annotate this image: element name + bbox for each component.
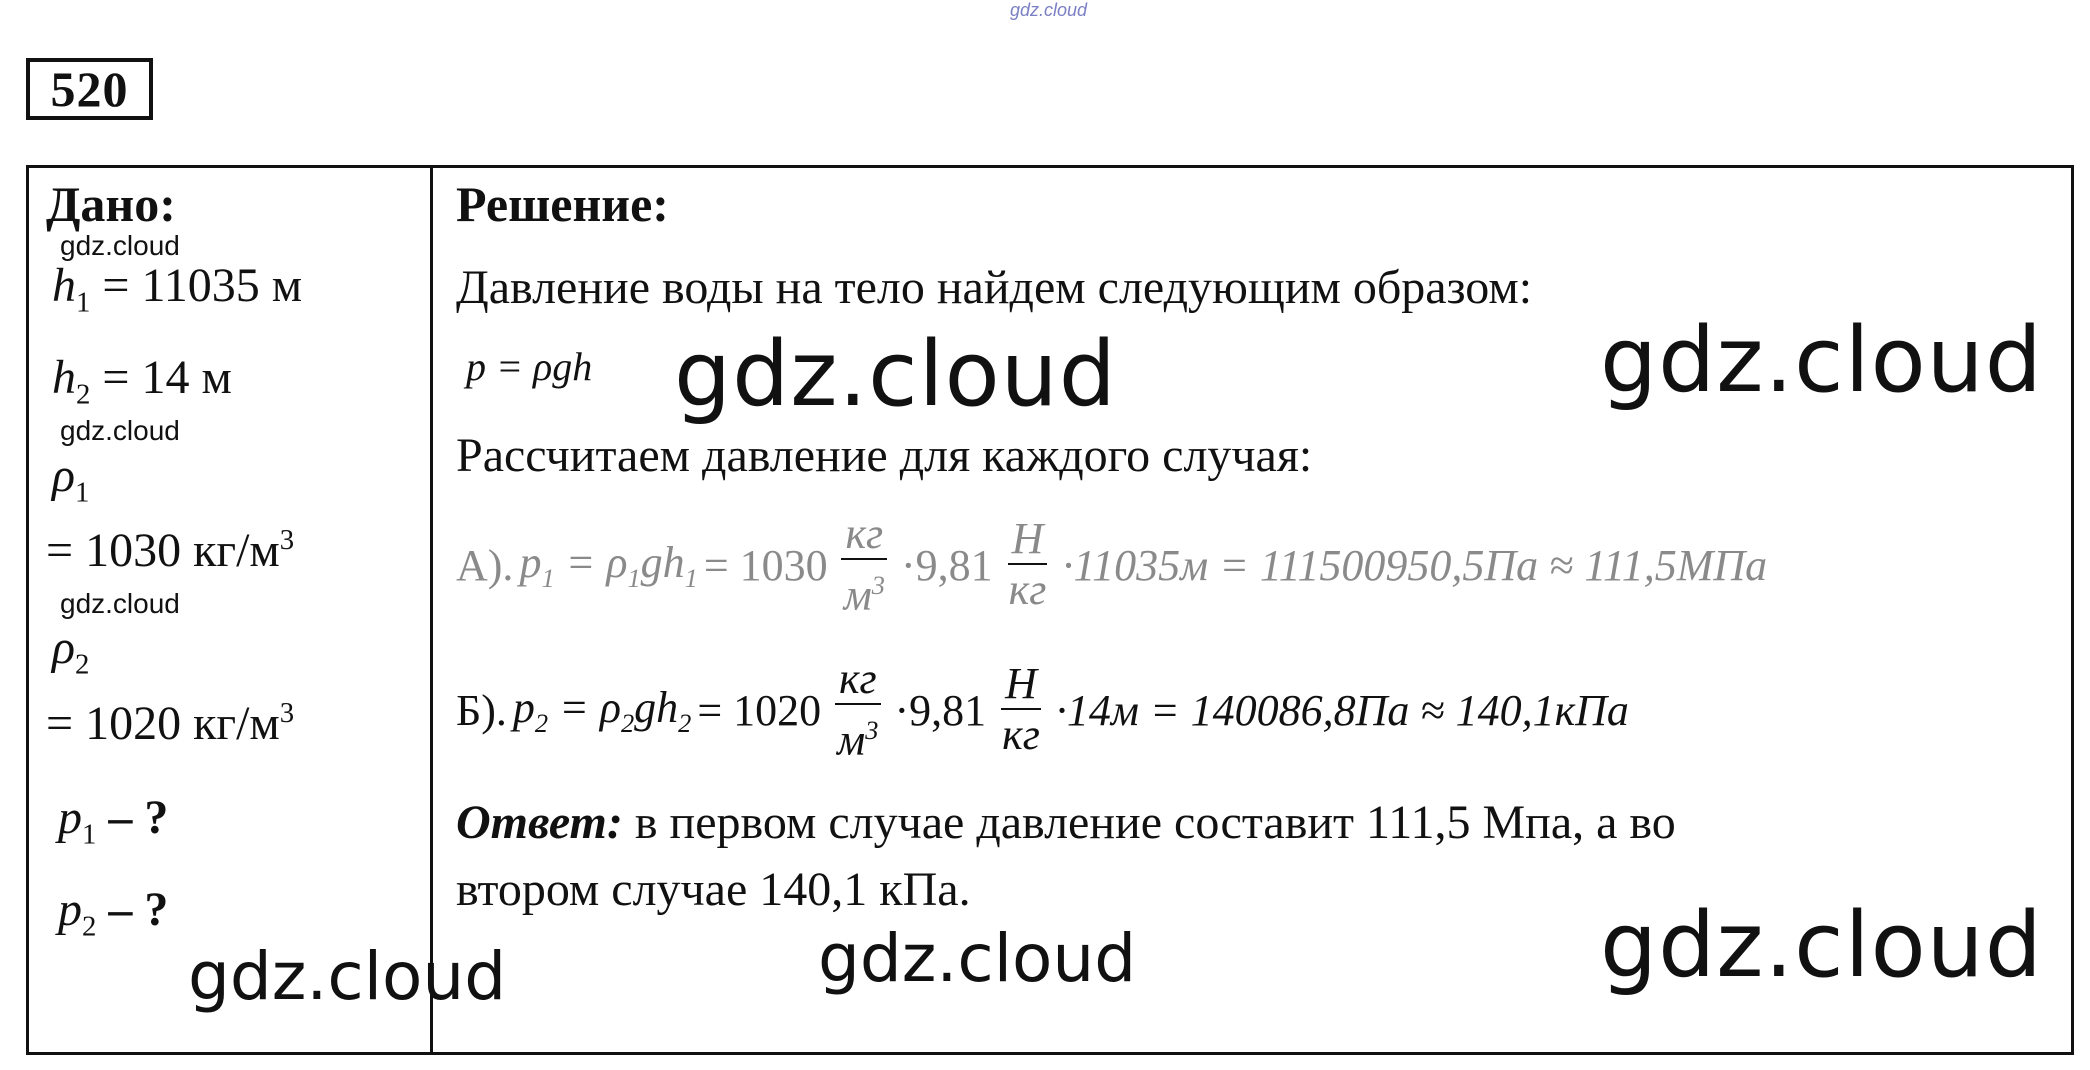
column-divider: [430, 165, 433, 1055]
watermark-mid: gdz.cloud: [818, 920, 1137, 997]
given-p1: $p_1$ – ?: [58, 791, 169, 851]
task-number: 520: [26, 58, 153, 120]
watermark-mid: gdz.cloud: [188, 938, 507, 1015]
solution-line1: Давление воды на тело найдем следующим образом:: [456, 261, 1533, 314]
given-h2: $h_2 = 14$ м: [52, 351, 232, 411]
watermark-small: gdz.cloud: [60, 230, 180, 261]
solution-header: Решение:: [456, 176, 669, 232]
solution-line2: Рассчитаем давление для каждого случая:: [456, 429, 1313, 482]
given-rho2-symbol: $\rho_2$: [52, 621, 90, 681]
case-b-equation: Б). $p_2 = \rho_2gh_2$ = 1020 $\frac{кг}{м^3}$ ·9,81 $\frac{Н}{кг}$ ·14м = 140086,8Па ≈ 140,1кПа: [456, 654, 1629, 765]
watermark-big: gdz.cloud: [674, 322, 1117, 427]
watermark-top: gdz.cloud: [1010, 0, 1088, 20]
formula: p = ρgh: [466, 344, 593, 389]
watermark-big: gdz.cloud: [1600, 893, 2043, 998]
given-header: Дано:: [46, 176, 176, 232]
given-p2: $p_2$ – ?: [58, 883, 169, 943]
given-rho1-value: = 1030 $кг/м^3$: [46, 524, 295, 577]
answer-line1: Ответ: в первом случае давление составит 111,5 Мпа, а во: [456, 796, 1676, 849]
case-a-equation: А). $p_1 = \rho_1gh_1$ = 1030 $\frac{кг}{м^3}$ ·9,81 $\frac{Н}{кг}$ ·11035м = 111500950,5Па ≈ 111,5МПа: [456, 509, 1768, 620]
given-rho1-symbol: $\rho_1$: [52, 449, 90, 509]
watermark-small: gdz.cloud: [60, 588, 180, 619]
watermark-small: gdz.cloud: [60, 415, 180, 446]
given-h1: $h_1 = 11035$ м: [52, 259, 303, 319]
answer-line2: втором случае 140,1 кПа.: [456, 863, 971, 916]
given-rho2-value: = 1020 $кг/м^3$: [46, 697, 295, 750]
watermark-big: gdz.cloud: [1600, 308, 2043, 413]
